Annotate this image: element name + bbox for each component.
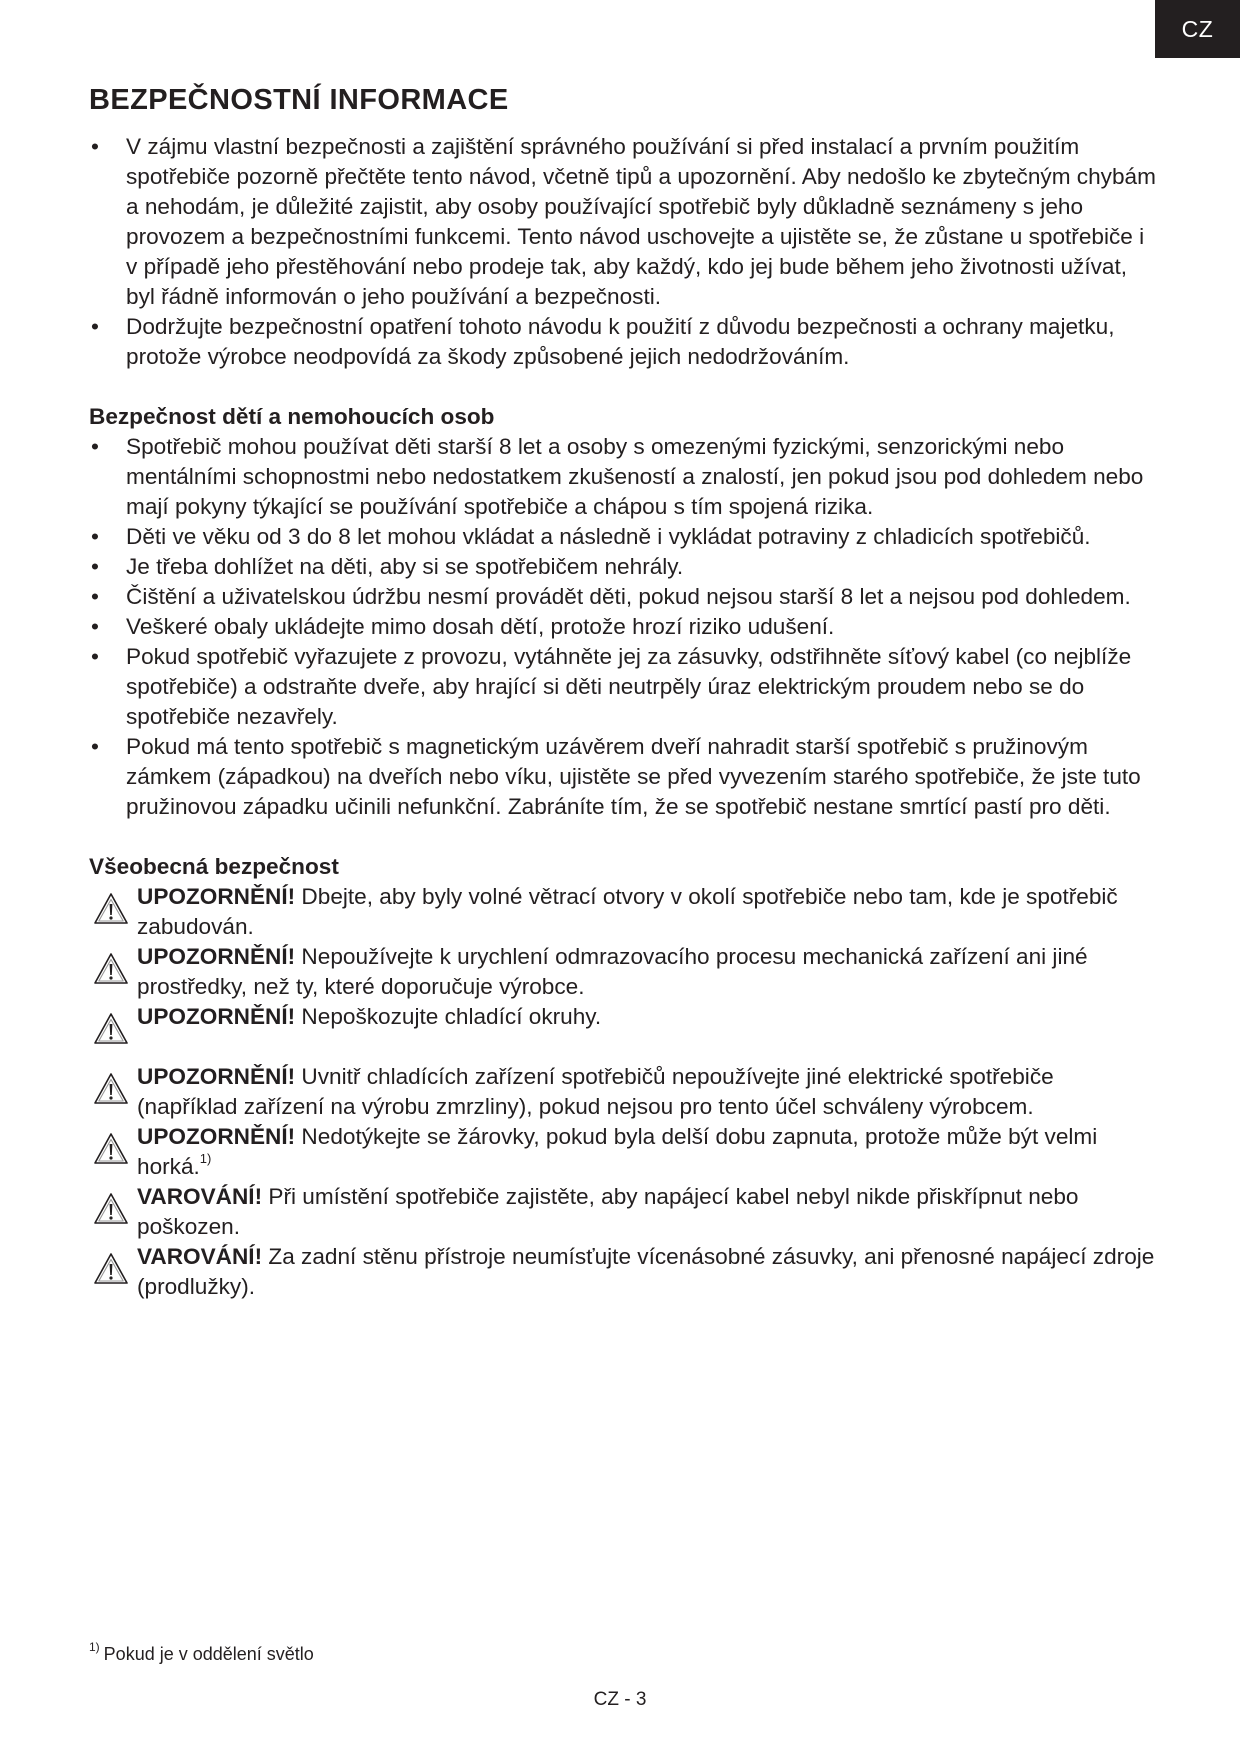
language-tab: CZ: [1155, 0, 1240, 58]
list-item: [89, 642, 1159, 732]
warning-label: VAROVÁNÍ!: [137, 1244, 263, 1269]
warning-triangle-icon: [93, 891, 129, 927]
warning-label: UPOZORNĚNÍ!: [137, 884, 296, 909]
warning-item: [89, 882, 1159, 942]
list-item-text: Je třeba dohlížet na děti, aby si se spotřebičem nehrály.: [126, 554, 684, 579]
warning-triangle-icon: [93, 1191, 129, 1227]
list-item-text: Děti ve věku od 3 do 8 let mohou vkládat a následně i vykládat potraviny z chladicích spotřebičů.: [126, 524, 1091, 549]
bullet-icon: •: [91, 614, 99, 639]
page-title: BEZPEČNOSTNÍ INFORMACE: [89, 84, 509, 116]
list-item-text: Pokud má tento spotřebič s magnetickým uzávěrem dveří nahradit starší spotřebič s pružinovým zámkem (západkou) na dveřích nebo víku, ujistěte se před vyvezením starého spotřebiče, že jste tuto pružinovou západku učinili nefunkční. Zabráníte tím, že se spotřebič nestane smrtící pastí pro děti.: [126, 734, 1141, 819]
warning-triangle-icon: [93, 1071, 129, 1107]
warning-text: Při umístění spotřebiče zajistěte, aby napájecí kabel nebyl nikde přiskřípnut nebo poškozen.: [137, 1184, 1079, 1239]
warning-triangle-icon: [93, 1251, 129, 1287]
bullet-icon: •: [91, 734, 99, 759]
list-item: [89, 312, 1159, 372]
warning-label: UPOZORNĚNÍ!: [137, 1124, 296, 1149]
warning-item: [89, 942, 1159, 1002]
warning-item: [89, 1062, 1159, 1122]
warning-item: [89, 1122, 1159, 1182]
warning-item: [89, 1242, 1159, 1302]
warning-label: UPOZORNĚNÍ!: [137, 1004, 296, 1029]
bullet-icon: •: [91, 434, 99, 459]
list-item: [89, 732, 1159, 822]
warning-text: Nedotýkejte se žárovky, pokud byla delší dobu zapnuta, protože může být velmi horká.: [137, 1124, 1098, 1179]
page-number: CZ - 3: [593, 1689, 647, 1710]
list-item: [89, 432, 1159, 522]
warning-item: [89, 1182, 1159, 1242]
bullet-icon: •: [91, 314, 99, 339]
intro-list: [89, 132, 1159, 372]
children-safety-list: [89, 432, 1159, 822]
warning-triangle-icon: [93, 1131, 129, 1167]
footnote-marker: 1): [89, 1640, 100, 1654]
footnote-reference: 1): [199, 1151, 212, 1167]
warning-triangle-icon: [93, 1011, 129, 1047]
warning-text: Uvnitř chladících zařízení spotřebičů nepoužívejte jiné elektrické spotřebiče (například zařízení na výrobu zmrzliny), pokud nejsou pro tento účel schváleny výrobcem.: [137, 1064, 1054, 1119]
list-item: [89, 132, 1159, 312]
general-safety-warnings: [89, 882, 1159, 1302]
section-heading-general: Všeobecná bezpečnost: [89, 854, 339, 879]
bullet-icon: •: [91, 644, 99, 669]
warning-label: UPOZORNĚNÍ!: [137, 1064, 296, 1089]
warning-text: Nepoškozujte chladící okruhy.: [295, 1004, 602, 1029]
list-item: [89, 582, 1159, 612]
bullet-icon: •: [91, 524, 99, 549]
bullet-icon: •: [91, 134, 99, 159]
list-item-text: Čištění a uživatelskou údržbu nesmí provádět děti, pokud nejsou starší 8 let a nejsou pod dohledem.: [126, 584, 1131, 609]
list-item: [89, 522, 1159, 552]
footnote: [89, 1642, 314, 1666]
list-item-text: V zájmu vlastní bezpečnosti a zajištění správného používání si před instalací a prvním použitím spotřebiče pozorně přečtěte tento návod, včetně tipů a upozornění. Aby nedošlo ke zbytečným chybám a nehodám, je důležité zajistit, aby osoby používající spotřebič byly důkladně seznámeny s jeho provozem a bezpečnostními funkcemi. Tento návod uschovejte a ujistěte se, že zůstane u spotřebiče i v případě jeho přestěhování nebo prodeje tak, aby každý, kdo jej bude během jeho životnosti užívat, byl řádně informován o jeho používání a bezpečnosti.: [126, 134, 1156, 309]
list-item: [89, 612, 1159, 642]
footnote-text: Pokud je v oddělení světlo: [103, 1644, 314, 1664]
list-item-text: Spotřebič mohou používat děti starší 8 let a osoby s omezenými fyzickými, senzorickými nebo mentálními schopnostmi nebo nedostatkem zkušeností a znalostí, jen pokud jsou pod dohledem nebo mají pokyny týkající se používání spotřebiče a chápou s tím spojená rizika.: [126, 434, 1144, 519]
warning-text: Dbejte, aby byly volné větrací otvory v okolí spotřebiče nebo tam, kde je spotřebič zabudován.: [137, 884, 1118, 939]
warning-text: Nepoužívejte k urychlení odmrazovacího procesu mechanická zařízení ani jiné prostředky, než ty, které doporučuje výrobce.: [137, 944, 1088, 999]
warning-triangle-icon: [93, 951, 129, 987]
list-item-text: Veškeré obaly ukládejte mimo dosah dětí, protože hrozí riziko udušení.: [126, 614, 835, 639]
warning-item: [89, 1002, 1159, 1032]
warning-text: Za zadní stěnu přístroje neumísťujte vícenásobné zásuvky, ani přenosné napájecí zdroje (prodlužky).: [137, 1244, 1155, 1299]
warning-label: VAROVÁNÍ!: [137, 1184, 263, 1209]
bullet-icon: •: [91, 584, 99, 609]
document-body: [89, 78, 1159, 1302]
list-item-text: Pokud spotřebič vyřazujete z provozu, vytáhněte jej za zásuvky, odstřihněte síťový kabel (co nejblíže spotřebiče) a odstraňte dveře, aby hrající si děti neutrpěly úraz elektrickým proudem nebo se do spotřebiče nezavřely.: [126, 644, 1132, 729]
section-heading-children: Bezpečnost dětí a nemohoucích osob: [89, 404, 495, 429]
list-item-text: Dodržujte bezpečnostní opatření tohoto návodu k použití z důvodu bezpečnosti a ochrany majetku, protože výrobce neodpovídá za škody způsobené jejich nedodržováním.: [126, 314, 1115, 369]
warning-label: UPOZORNĚNÍ!: [137, 944, 296, 969]
list-item: [89, 552, 1159, 582]
bullet-icon: •: [91, 554, 99, 579]
